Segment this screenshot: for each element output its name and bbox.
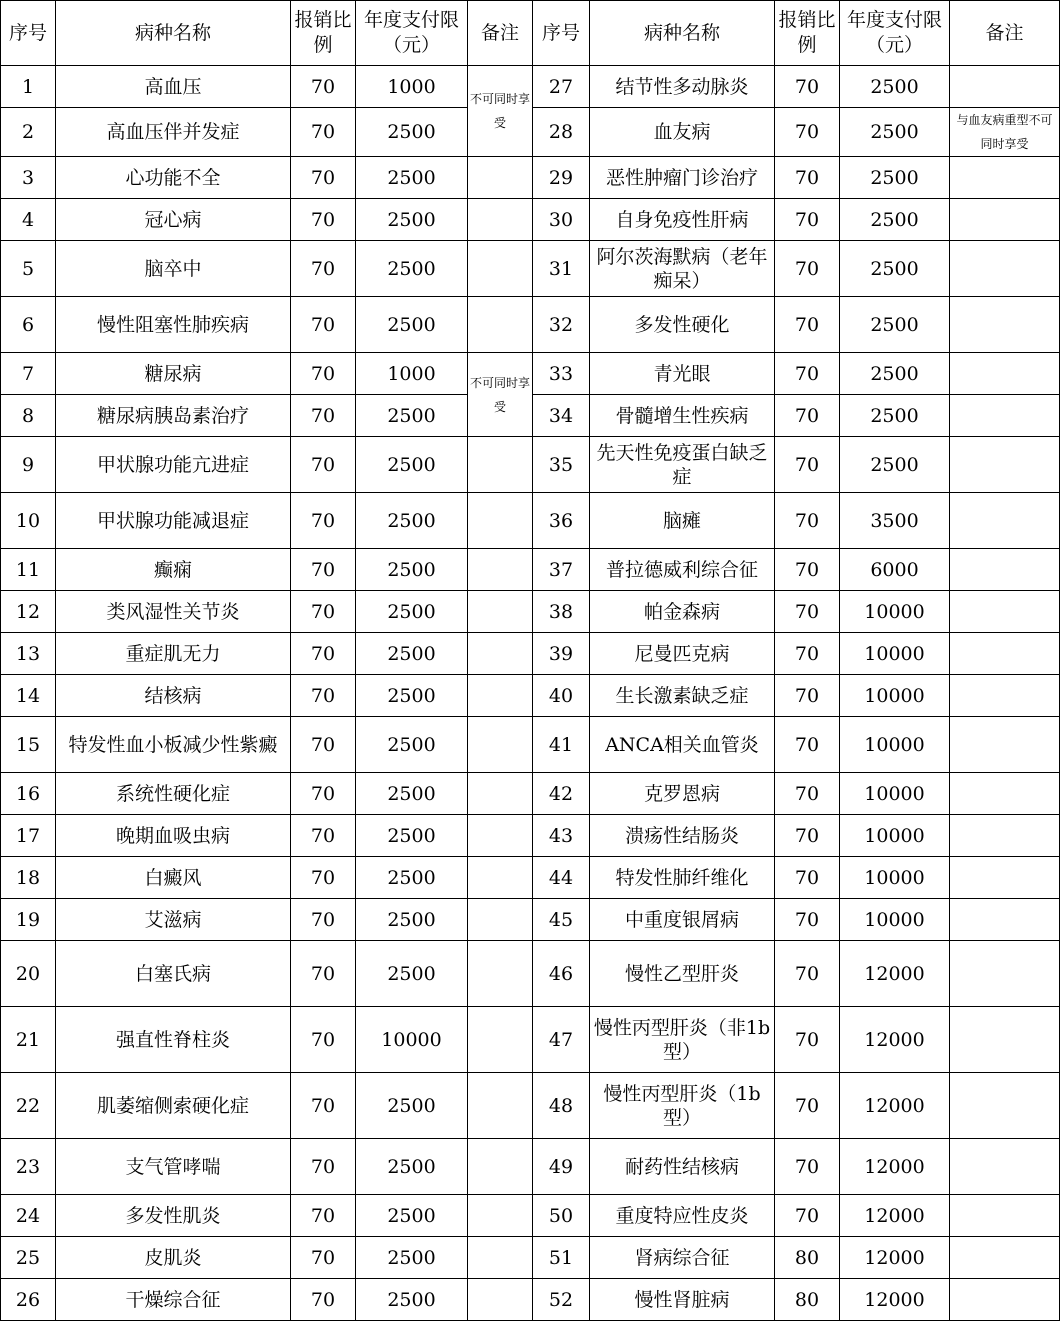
disease-name: 慢性肾脏病 <box>590 1279 775 1321</box>
annual-limit: 2500 <box>356 493 468 549</box>
row-no: 30 <box>533 199 590 241</box>
row-no: 4 <box>1 199 56 241</box>
reimburse-ratio: 70 <box>291 633 356 675</box>
note-cell <box>468 297 533 353</box>
note-cell <box>950 437 1060 493</box>
reimburse-ratio: 80 <box>775 1279 840 1321</box>
table-row <box>1 941 1060 1007</box>
reimburse-ratio: 70 <box>291 717 356 773</box>
row-no: 41 <box>533 717 590 773</box>
table-row <box>1 675 1060 717</box>
row-no: 51 <box>533 1237 590 1279</box>
row-no: 39 <box>533 633 590 675</box>
row-no: 21 <box>1 1007 56 1073</box>
reimburse-ratio: 70 <box>291 591 356 633</box>
note-cell <box>468 1139 533 1195</box>
row-no: 5 <box>1 241 56 297</box>
row-no: 25 <box>1 1237 56 1279</box>
annual-limit: 2500 <box>356 675 468 717</box>
row-no: 37 <box>533 549 590 591</box>
disease-name: 中重度银屑病 <box>590 899 775 941</box>
row-no: 19 <box>1 899 56 941</box>
annual-limit: 2500 <box>840 108 950 157</box>
disease-name: 帕金森病 <box>590 591 775 633</box>
disease-name: 溃疡性结肠炎 <box>590 815 775 857</box>
reimburse-ratio: 70 <box>775 633 840 675</box>
disease-name: 慢性丙型肝炎（1b型） <box>590 1073 775 1139</box>
row-no: 6 <box>1 297 56 353</box>
disease-name: 脑卒中 <box>56 241 291 297</box>
reimburse-ratio: 70 <box>775 66 840 108</box>
disease-name: 血友病 <box>590 108 775 157</box>
header-ratio: 报销比例 <box>775 1 840 66</box>
disease-name: 白塞氏病 <box>56 941 291 1007</box>
header-name: 病种名称 <box>590 1 775 66</box>
annual-limit: 3500 <box>840 493 950 549</box>
header-row <box>1 1 1060 66</box>
note-cell <box>950 815 1060 857</box>
note-cell <box>950 297 1060 353</box>
disease-name: 结核病 <box>56 675 291 717</box>
annual-limit: 2500 <box>840 353 950 395</box>
note-cell <box>468 493 533 549</box>
reimburse-ratio: 70 <box>775 857 840 899</box>
row-no: 40 <box>533 675 590 717</box>
annual-limit: 2500 <box>356 941 468 1007</box>
annual-limit: 1000 <box>356 353 468 395</box>
row-no: 17 <box>1 815 56 857</box>
note-cell <box>950 395 1060 437</box>
row-no: 43 <box>533 815 590 857</box>
annual-limit: 2500 <box>840 395 950 437</box>
annual-limit: 10000 <box>840 815 950 857</box>
reimburse-ratio: 70 <box>291 108 356 157</box>
note-cell <box>468 899 533 941</box>
disease-name: 类风湿性关节炎 <box>56 591 291 633</box>
note-cell <box>950 941 1060 1007</box>
note-cell <box>950 1195 1060 1237</box>
annual-limit: 2500 <box>840 199 950 241</box>
note-cell <box>468 549 533 591</box>
disease-name: 肾病综合征 <box>590 1237 775 1279</box>
annual-limit: 2500 <box>356 241 468 297</box>
reimburse-ratio: 70 <box>775 815 840 857</box>
reimburse-ratio: 70 <box>291 1195 356 1237</box>
note-cell: 不可同时享受 <box>468 353 533 437</box>
row-no: 36 <box>533 493 590 549</box>
reimburse-ratio: 70 <box>291 1279 356 1321</box>
note-cell <box>468 633 533 675</box>
note-cell <box>468 157 533 199</box>
note-cell <box>950 1139 1060 1195</box>
disease-name: 白癜风 <box>56 857 291 899</box>
row-no: 3 <box>1 157 56 199</box>
reimburse-ratio: 70 <box>775 1073 840 1139</box>
row-no: 27 <box>533 66 590 108</box>
row-no: 7 <box>1 353 56 395</box>
disease-name: 克罗恩病 <box>590 773 775 815</box>
reimburse-ratio: 70 <box>775 549 840 591</box>
table-row <box>1 1139 1060 1195</box>
reimburse-ratio: 70 <box>291 815 356 857</box>
note-cell <box>950 1237 1060 1279</box>
disease-name: 阿尔茨海默病（老年痴呆） <box>590 241 775 297</box>
header-limit: 年度支付限（元） <box>356 1 468 66</box>
note-cell <box>950 241 1060 297</box>
reimburse-ratio: 70 <box>291 297 356 353</box>
header-limit: 年度支付限（元） <box>840 1 950 66</box>
annual-limit: 12000 <box>840 1073 950 1139</box>
row-no: 26 <box>1 1279 56 1321</box>
note-cell <box>468 437 533 493</box>
annual-limit: 2500 <box>356 437 468 493</box>
row-no: 28 <box>533 108 590 157</box>
reimburse-ratio: 70 <box>775 899 840 941</box>
reimburse-ratio: 70 <box>775 675 840 717</box>
row-no: 22 <box>1 1073 56 1139</box>
reimburse-ratio: 70 <box>775 395 840 437</box>
disease-name: 尼曼匹克病 <box>590 633 775 675</box>
reimburse-ratio: 70 <box>291 199 356 241</box>
annual-limit: 2500 <box>356 1073 468 1139</box>
disease-name: 慢性乙型肝炎 <box>590 941 775 1007</box>
row-no: 1 <box>1 66 56 108</box>
disease-name: 生长激素缺乏症 <box>590 675 775 717</box>
annual-limit: 2500 <box>356 395 468 437</box>
note-cell <box>468 1279 533 1321</box>
row-no: 23 <box>1 1139 56 1195</box>
annual-limit: 2500 <box>356 199 468 241</box>
row-no: 52 <box>533 1279 590 1321</box>
note-cell <box>468 717 533 773</box>
row-no: 12 <box>1 591 56 633</box>
disease-name: 晚期血吸虫病 <box>56 815 291 857</box>
header-no: 序号 <box>533 1 590 66</box>
row-no: 8 <box>1 395 56 437</box>
note-cell <box>468 1073 533 1139</box>
disease-name: 冠心病 <box>56 199 291 241</box>
note-cell <box>468 675 533 717</box>
row-no: 49 <box>533 1139 590 1195</box>
note-cell <box>468 1007 533 1073</box>
annual-limit: 10000 <box>356 1007 468 1073</box>
disease-name: 癫痫 <box>56 549 291 591</box>
disease-name: 慢性丙型肝炎（非1b型） <box>590 1007 775 1073</box>
table-row <box>1 199 1060 241</box>
reimburse-ratio: 70 <box>291 1139 356 1195</box>
reimburse-ratio: 70 <box>291 157 356 199</box>
reimburse-ratio: 70 <box>291 941 356 1007</box>
note-cell <box>950 1007 1060 1073</box>
note-cell <box>950 717 1060 773</box>
disease-name: 自身免疫性肝病 <box>590 199 775 241</box>
reimburse-ratio: 70 <box>775 717 840 773</box>
annual-limit: 1000 <box>356 66 468 108</box>
annual-limit: 2500 <box>356 549 468 591</box>
disease-name: 结节性多动脉炎 <box>590 66 775 108</box>
reimburse-ratio: 70 <box>775 437 840 493</box>
row-no: 9 <box>1 437 56 493</box>
disease-name: 心功能不全 <box>56 157 291 199</box>
table-row <box>1 857 1060 899</box>
reimburse-ratio: 70 <box>775 1139 840 1195</box>
table-row <box>1 773 1060 815</box>
table-row <box>1 437 1060 493</box>
annual-limit: 2500 <box>356 857 468 899</box>
reimburse-ratio: 70 <box>775 157 840 199</box>
annual-limit: 2500 <box>356 157 468 199</box>
disease-name: 糖尿病胰岛素治疗 <box>56 395 291 437</box>
disease-name: 皮肌炎 <box>56 1237 291 1279</box>
reimburse-ratio: 70 <box>775 199 840 241</box>
reimburse-ratio: 70 <box>291 66 356 108</box>
note-cell <box>468 591 533 633</box>
annual-limit: 6000 <box>840 549 950 591</box>
disease-name: 干燥综合征 <box>56 1279 291 1321</box>
disease-name: 高血压 <box>56 66 291 108</box>
reimburse-ratio: 70 <box>291 493 356 549</box>
note-cell <box>950 675 1060 717</box>
annual-limit: 2500 <box>356 815 468 857</box>
annual-limit: 10000 <box>840 857 950 899</box>
note-cell <box>468 773 533 815</box>
disease-name: 系统性硬化症 <box>56 773 291 815</box>
annual-limit: 2500 <box>356 297 468 353</box>
disease-name: 多发性硬化 <box>590 297 775 353</box>
row-no: 15 <box>1 717 56 773</box>
table-row <box>1 66 1060 108</box>
header-note: 备注 <box>468 1 533 66</box>
disease-name: 肌萎缩侧索硬化症 <box>56 1073 291 1139</box>
disease-name: 重度特应性皮炎 <box>590 1195 775 1237</box>
reimburse-ratio: 70 <box>291 675 356 717</box>
row-no: 32 <box>533 297 590 353</box>
table-row <box>1 157 1060 199</box>
disease-name: 骨髓增生性疾病 <box>590 395 775 437</box>
annual-limit: 2500 <box>356 1237 468 1279</box>
disease-name: 青光眼 <box>590 353 775 395</box>
annual-limit: 10000 <box>840 773 950 815</box>
disease-name: 慢性阻塞性肺疾病 <box>56 297 291 353</box>
row-no: 18 <box>1 857 56 899</box>
table-row <box>1 493 1060 549</box>
row-no: 20 <box>1 941 56 1007</box>
annual-limit: 10000 <box>840 899 950 941</box>
note-cell <box>468 815 533 857</box>
note-cell: 不可同时享受 <box>468 66 533 157</box>
note-cell <box>950 633 1060 675</box>
table-row <box>1 1195 1060 1237</box>
table-body <box>1 66 1060 1321</box>
reimburse-ratio: 70 <box>291 549 356 591</box>
note-cell <box>950 493 1060 549</box>
disease-name: ANCA相关血管炎 <box>590 717 775 773</box>
row-no: 24 <box>1 1195 56 1237</box>
header-ratio: 报销比例 <box>291 1 356 66</box>
table-row <box>1 1007 1060 1073</box>
row-no: 48 <box>533 1073 590 1139</box>
annual-limit: 12000 <box>840 1195 950 1237</box>
annual-limit: 2500 <box>840 437 950 493</box>
reimburse-ratio: 70 <box>291 1237 356 1279</box>
reimburse-ratio: 70 <box>775 591 840 633</box>
disease-name: 强直性脊柱炎 <box>56 1007 291 1073</box>
reimburse-ratio: 70 <box>291 437 356 493</box>
table-row <box>1 549 1060 591</box>
row-no: 34 <box>533 395 590 437</box>
reimburse-ratio: 70 <box>775 941 840 1007</box>
annual-limit: 10000 <box>840 675 950 717</box>
table-row <box>1 1279 1060 1321</box>
header-note: 备注 <box>950 1 1060 66</box>
annual-limit: 2500 <box>356 717 468 773</box>
annual-limit: 2500 <box>840 241 950 297</box>
header-name: 病种名称 <box>56 1 291 66</box>
disease-name: 甲状腺功能减退症 <box>56 493 291 549</box>
row-no: 14 <box>1 675 56 717</box>
note-cell <box>950 1279 1060 1321</box>
row-no: 47 <box>533 1007 590 1073</box>
table-row <box>1 1073 1060 1139</box>
disease-name: 艾滋病 <box>56 899 291 941</box>
annual-limit: 2500 <box>356 899 468 941</box>
annual-limit: 2500 <box>356 591 468 633</box>
annual-limit: 10000 <box>840 633 950 675</box>
disease-name: 特发性肺纤维化 <box>590 857 775 899</box>
reimburse-ratio: 70 <box>291 241 356 297</box>
row-no: 38 <box>533 591 590 633</box>
reimburse-ratio: 70 <box>775 493 840 549</box>
annual-limit: 12000 <box>840 941 950 1007</box>
annual-limit: 2500 <box>840 66 950 108</box>
annual-limit: 12000 <box>840 1139 950 1195</box>
reimburse-ratio: 70 <box>291 773 356 815</box>
disease-name: 重症肌无力 <box>56 633 291 675</box>
reimburse-ratio: 70 <box>291 899 356 941</box>
table-row <box>1 591 1060 633</box>
row-no: 2 <box>1 108 56 157</box>
reimburse-ratio: 70 <box>775 1195 840 1237</box>
note-cell <box>468 941 533 1007</box>
note-cell <box>950 549 1060 591</box>
disease-name: 多发性肌炎 <box>56 1195 291 1237</box>
row-no: 35 <box>533 437 590 493</box>
reimburse-ratio: 80 <box>775 1237 840 1279</box>
table-row <box>1 815 1060 857</box>
annual-limit: 2500 <box>356 1279 468 1321</box>
note-cell: 与血友病重型不可同时享受 <box>950 108 1060 157</box>
table-row <box>1 353 1060 395</box>
annual-limit: 2500 <box>356 1195 468 1237</box>
disease-name: 高血压伴并发症 <box>56 108 291 157</box>
header-no: 序号 <box>1 1 56 66</box>
annual-limit: 12000 <box>840 1237 950 1279</box>
reimburse-ratio: 70 <box>291 353 356 395</box>
table-row <box>1 297 1060 353</box>
reimburse-ratio: 70 <box>775 241 840 297</box>
table-row <box>1 633 1060 675</box>
note-cell <box>468 1195 533 1237</box>
disease-name: 先天性免疫蛋白缺乏症 <box>590 437 775 493</box>
reimburse-ratio: 70 <box>775 1007 840 1073</box>
disease-name: 特发性血小板减少性紫癜 <box>56 717 291 773</box>
annual-limit: 10000 <box>840 717 950 773</box>
annual-limit: 10000 <box>840 591 950 633</box>
annual-limit: 12000 <box>840 1279 950 1321</box>
reimburse-ratio: 70 <box>291 857 356 899</box>
reimburse-ratio: 70 <box>291 395 356 437</box>
reimburse-ratio: 70 <box>775 353 840 395</box>
disease-name: 耐药性结核病 <box>590 1139 775 1195</box>
annual-limit: 2500 <box>840 297 950 353</box>
row-no: 29 <box>533 157 590 199</box>
row-no: 11 <box>1 549 56 591</box>
table-row <box>1 1237 1060 1279</box>
row-no: 46 <box>533 941 590 1007</box>
note-cell <box>468 857 533 899</box>
annual-limit: 2500 <box>356 773 468 815</box>
row-no: 13 <box>1 633 56 675</box>
annual-limit: 2500 <box>840 157 950 199</box>
reimburse-ratio: 70 <box>775 297 840 353</box>
disease-name: 支气管哮喘 <box>56 1139 291 1195</box>
annual-limit: 2500 <box>356 1139 468 1195</box>
note-cell <box>468 241 533 297</box>
annual-limit: 2500 <box>356 633 468 675</box>
note-cell <box>950 199 1060 241</box>
disease-name: 恶性肿瘤门诊治疗 <box>590 157 775 199</box>
row-no: 33 <box>533 353 590 395</box>
annual-limit: 12000 <box>840 1007 950 1073</box>
note-cell <box>950 591 1060 633</box>
row-no: 50 <box>533 1195 590 1237</box>
note-cell <box>468 199 533 241</box>
note-cell <box>950 157 1060 199</box>
annual-limit: 2500 <box>356 108 468 157</box>
row-no: 16 <box>1 773 56 815</box>
reimburse-ratio: 70 <box>291 1007 356 1073</box>
disease-name: 脑瘫 <box>590 493 775 549</box>
note-cell <box>950 773 1060 815</box>
reimburse-ratio: 70 <box>775 773 840 815</box>
disease-name: 甲状腺功能亢进症 <box>56 437 291 493</box>
note-cell <box>950 353 1060 395</box>
reimburse-ratio: 70 <box>291 1073 356 1139</box>
table-row <box>1 899 1060 941</box>
note-cell <box>950 1073 1060 1139</box>
note-cell <box>468 1237 533 1279</box>
row-no: 45 <box>533 899 590 941</box>
reimburse-ratio: 70 <box>775 108 840 157</box>
note-cell <box>950 857 1060 899</box>
row-no: 10 <box>1 493 56 549</box>
disease-name: 普拉德威利综合征 <box>590 549 775 591</box>
table-row <box>1 241 1060 297</box>
note-cell <box>950 66 1060 108</box>
disease-name: 糖尿病 <box>56 353 291 395</box>
row-no: 42 <box>533 773 590 815</box>
row-no: 31 <box>533 241 590 297</box>
note-cell <box>950 899 1060 941</box>
row-no: 44 <box>533 857 590 899</box>
table-row <box>1 717 1060 773</box>
